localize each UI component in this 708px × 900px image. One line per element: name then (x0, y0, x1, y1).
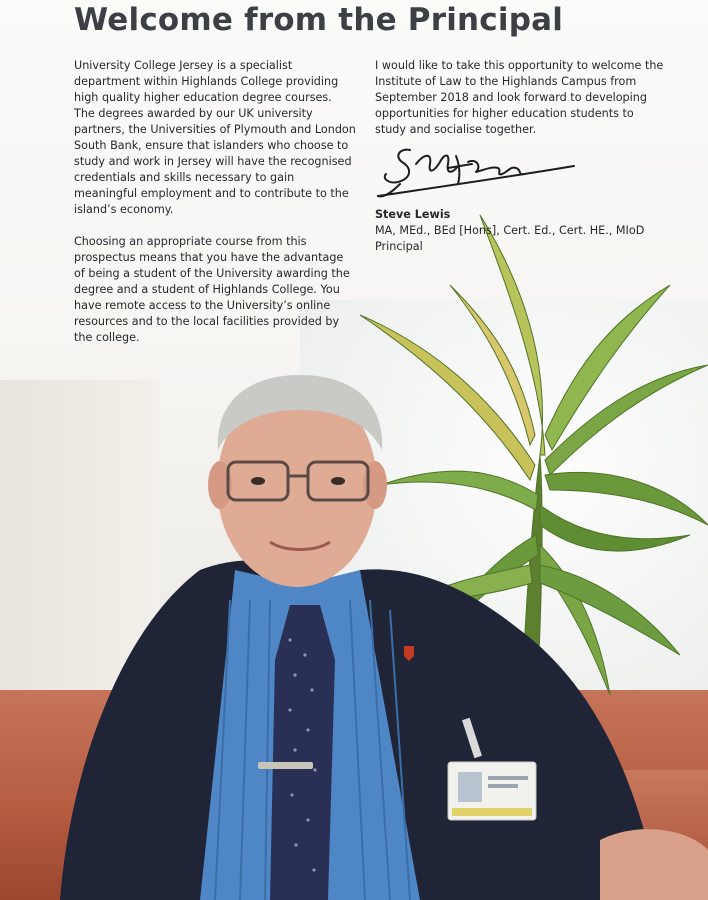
signatory-role: Principal (375, 240, 423, 253)
signatory-qualifications: MA, MEd., BEd [Hons], Cert. Ed., Cert. HE., MIoD (375, 224, 645, 237)
page-title: Welcome from the Principal (74, 2, 564, 38)
intro-paragraph: University College Jersey is a specialist department within Highlands College providing high quality higher education degree courses. The degrees awarded by our UK university partners, the Universities of Plymouth and London South Bank, ensure that islanders who choose to study and work in Jersey will have the recognised credentials and skills necessary to gain meaningful employment and to contribute to the island’s economy. (74, 59, 356, 216)
right-column (375, 58, 665, 154)
left-column (74, 58, 356, 362)
handwritten-signature (372, 144, 577, 202)
welcome-paragraph: I would like to take this opportunity to welcome the Institute of Law to the Highlands Campus from September 2018 and look forward to developing opportunities for higher education students to study and socialise together. (375, 59, 664, 136)
course-paragraph: Choosing an appropriate course from this prospectus means that you have the advantage of being a student of the University awarding the degree and a student of Highlands College. You have remote access to the University’s online resources and to the local facilities provided by the college. (74, 235, 350, 344)
principal-photo (0, 370, 708, 900)
signatory-name: Steve Lewis (375, 208, 451, 221)
